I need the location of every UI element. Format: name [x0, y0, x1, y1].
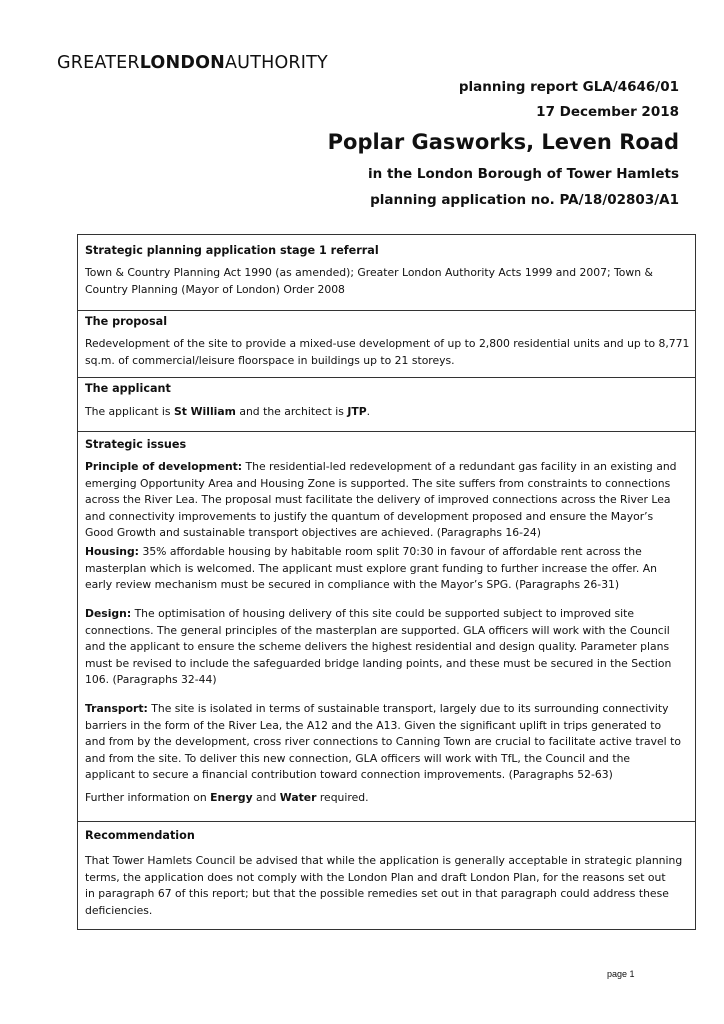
text-line: barriers in the form of the River Lea, the A12 and the A13. Given the significant uplift in trips generated to [85, 718, 662, 732]
text-run: . [366, 405, 371, 418]
architect-name: JTP [347, 405, 367, 418]
issue-principle [85, 459, 695, 542]
text-line: Redevelopment of the site to provide a mixed-use development of up to 2,800 residential units and up to 8,771 [85, 337, 690, 350]
text-line: early review mechanism must be secured in compliance with the Mayor’s SPG. (Paragraphs 26-31) [85, 578, 620, 591]
section-title: The proposal [85, 315, 168, 328]
issue-label: Design: [85, 607, 132, 620]
logo-text-london: LONDON [139, 53, 226, 73]
issue-design [85, 606, 695, 689]
section-title: Strategic planning application stage 1 referral [85, 244, 379, 257]
text-line: Good Growth and sustainable transport objectives are achieved. (Paragraphs 16-24) [85, 526, 541, 539]
report-number: planning report GLA/4646/01 [458, 79, 679, 95]
application-number: planning application no. PA/18/02803/A1 [370, 192, 679, 208]
text-line: and connectivity improvements to justify the quantum of development proposed and ensure the Mayor’s [85, 509, 654, 523]
gla-logo [57, 53, 328, 73]
water-label: Water [279, 791, 317, 804]
text-line: sq.m. of commercial/leisure floorspace in buildings up to 21 storeys. [85, 353, 455, 367]
text-line: applicant to secure a financial contribution toward connection improvements. (Paragraphs 52-63) [85, 768, 613, 781]
text-run: The residential-led redevelopment of a redundant gas facility in an existing and [242, 460, 677, 473]
section-recommendation [78, 822, 695, 929]
site-title: Poplar Gasworks, Leven Road [327, 130, 679, 154]
text-line: across the River Lea. The proposal must facilitate the delivery of improved connections across the River Lea [85, 493, 671, 506]
text-line [85, 790, 695, 807]
text-line: must be revised to include the safeguarded bridge landing points, and these must be secured in the Section [85, 656, 672, 670]
text-line [85, 606, 695, 623]
text-run: Further information on [85, 791, 211, 804]
section-title: Recommendation [85, 829, 195, 842]
section-body [85, 404, 695, 421]
section-title: Strategic issues [85, 438, 187, 451]
borough: in the London Borough of Tower Hamlets [368, 166, 679, 182]
section-title: The applicant [85, 382, 171, 395]
energy-label: Energy [210, 791, 253, 804]
text-run: 35% affordable housing by habitable room split 70:30 in favour of affordable rent across the [139, 545, 642, 558]
section-body [85, 853, 695, 919]
text-line [85, 459, 695, 476]
issue-label: Housing: [85, 545, 140, 558]
issue-housing [85, 544, 695, 594]
further-information [85, 790, 695, 807]
text-line: deficiencies. [85, 903, 153, 917]
text-line: 106. (Paragraphs 32-44) [85, 673, 217, 686]
text-run: The applicant is [85, 405, 174, 418]
text-line [85, 404, 695, 421]
text-run: required. [316, 791, 369, 804]
section-referral [78, 235, 695, 311]
section-applicant [78, 378, 695, 432]
issue-label: Transport: [85, 702, 148, 715]
page-number: page 1 [607, 969, 635, 979]
text-line: in paragraph 67 of this report; but that the possible remedies set out in that paragraph could address these [85, 887, 669, 900]
applicant-name: St William [173, 405, 236, 418]
section-proposal [78, 311, 695, 378]
text-line: emerging Opportunity Area and Housing Zone is supported. The site suffers from constraints to connections [85, 476, 671, 490]
text-line: and the applicant to ensure the scheme delivers the highest residential and design quality. Parameter plans [85, 640, 670, 653]
section-body [85, 265, 695, 298]
section-body [85, 336, 695, 369]
issue-label: Principle of development: [85, 460, 243, 473]
text-line: terms, the application does not comply with the London Plan and draft London Plan, for the reasons set out [85, 870, 666, 884]
report-date: 17 December 2018 [536, 104, 679, 120]
text-line: Country Planning (Mayor of London) Order 2008 [85, 282, 345, 296]
text-line: masterplan which is welcomed. The applicant must explore grant funding to further increase the offer. An [85, 561, 657, 575]
issue-transport [85, 701, 695, 784]
text-line: and from by the development, cross river connections to Canning Town are crucial to facilitate active travel to [85, 735, 681, 748]
text-line [85, 701, 695, 718]
section-strategic-issues [78, 432, 695, 822]
text-run: and the architect is [235, 405, 348, 418]
text-line: That Tower Hamlets Council be advised that while the application is generally acceptable in strategic planning [85, 854, 683, 867]
text-run: and [252, 791, 280, 804]
text-line: connections. The general principles of the masterplan are supported. GLA officers will work with the Council [85, 623, 670, 637]
text-run: The site is isolated in terms of sustainable transport, largely due to its surrounding connectivity [147, 702, 669, 715]
text-line [85, 544, 695, 561]
text-run: The optimisation of housing delivery of this site could be supported subject to improved site [131, 607, 635, 620]
logo-text-authority: AUTHORITY [225, 53, 328, 73]
text-line: Town & Country Planning Act 1990 (as amended); Greater London Authority Acts 1999 and 2007; Town & [85, 266, 653, 279]
text-line: and from the site. To deliver this new connection, GLA officers will work with TfL, the Council and the [85, 751, 631, 765]
logo-text-greater: GREATER [57, 53, 140, 73]
summary-box [77, 234, 696, 930]
